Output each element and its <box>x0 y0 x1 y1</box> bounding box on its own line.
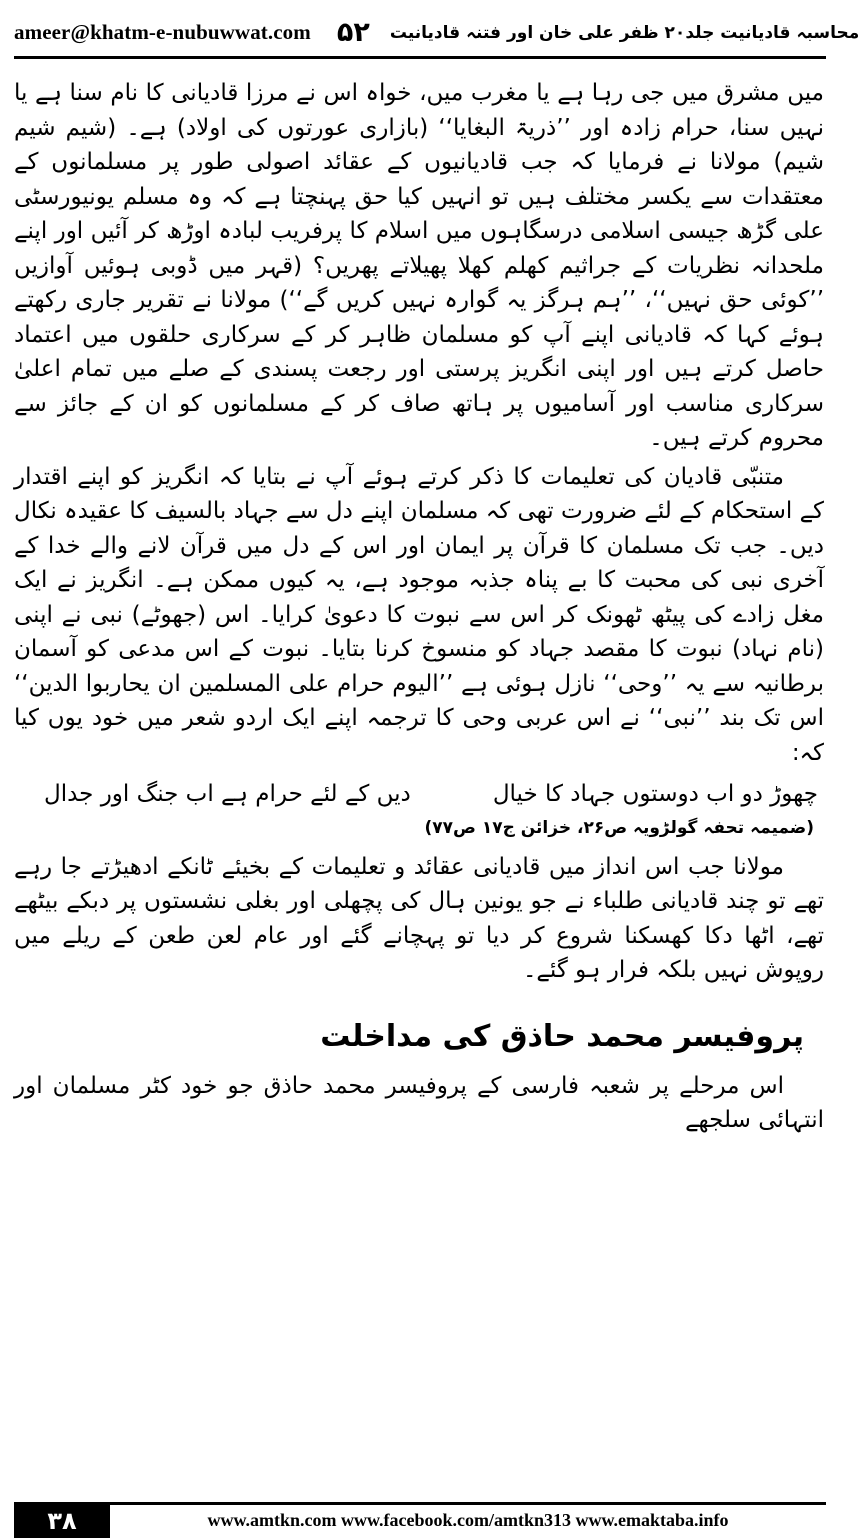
verse-couplet <box>14 776 824 813</box>
header-divider <box>14 56 826 59</box>
paragraph-4: اس مرحلے پر شعبہ فارسی کے پروفیسر محمد حاذق جو خود کٹر مسلمان اور انتہائی سلجھے <box>14 1072 824 1134</box>
section-heading: پروفیسر محمد حاذق کی مداخلت <box>320 1018 804 1054</box>
header-email: ameer@khatm-e-nubuwwat.com <box>14 19 311 44</box>
page-footer <box>14 1502 826 1536</box>
verse-line-1: چھوڑ دو اب دوستوں جہاد کا خیال <box>492 781 818 807</box>
verse-reference: (ضمیمہ تحفہ گولڑویہ ص۲۶، خزائن ج۱۷ ص۷۷) <box>424 817 814 838</box>
page-body <box>14 76 824 1142</box>
header-book-title: محاسبہ قادیانیت جلد۲۰ ظفر علی خان اور فتنہ قادیانیت <box>389 22 859 43</box>
footer-links: www.amtkn.com www.facebook.com/amtkn313 www.emaktaba.info <box>207 1510 729 1530</box>
footer-page-number: ۳۸ <box>14 1504 110 1538</box>
paragraph-3: مولانا جب اس انداز میں قادیانی عقائد و تعلیمات کے بخیئے ٹانکے ادھیڑتے جا رہے تھے تو چند قادیانی طلباء نے جو یونین ہال کی پچھلی اور بغلی نشستوں پر دبکے بیٹھے تھے، اٹھا دکا کھسکنا شروع کر دیا تو پہچانے گئے اور عام لعن طعن کے ریلے میں روپوش نہیں بلکہ فرار ہو گئے۔ <box>14 853 824 984</box>
verse-line-2: دیں کے لئے حرام ہے اب جنگ اور جدال <box>44 781 411 807</box>
paragraph-2: متنبّی قادیان کی تعلیمات کا ذکر کرتے ہوئے آپ نے بتایا کہ انگریز کو اپنے اقتدار کے استحکام کے لئے ضرورت تھی کہ مسلمان اپنے دل سے جہاد بالسیف کا عقیدہ نکال دیں۔ جب تک مسلمان کا قرآن پر ایمان اور اس کے دل میں قرآن لانے والے خدا کے آخری نبی کی محبت کا بے پناہ جذبہ موجود ہے، یہ کیوں ممکن ہے۔ انگریز نے ایک مغل زادے کی پیٹھ ٹھونک کر اس سے نبوت کا دعویٰ کرایا۔ اس (جھوٹے) نبی نے اپنی (نام نہاد) نبوت کا مقصد جہاد کو منسوخ کرنا بتایا۔ نبوت کے اس مدعی کو آسمان برطانیہ سے یہ ’’وحی‘‘ نازل ہوئی ہے ’’الیوم حرام علی المسلمین ان یحاربوا الدین‘‘ اس تک بند ’’نبی‘‘ نے اس عربی وحی کا ترجمہ اپنے ایک اردو شعر میں خود یوں کیا کہ: <box>14 463 824 766</box>
paragraph-1: میں مشرق میں جی رہا ہے یا مغرب میں، خواہ اس نے مرزا قادیانی کا نام سنا ہے یا نہیں سنا، حرام زادہ اور ’’ذریۃ البغایا‘‘ (بازاری عورتوں کی اولاد) ہے۔ (شیم شیم شیم) مولانا نے فرمایا کہ جب قادیانیوں کے عقائد اصولی طور پر مسلمانوں کے معتقدات سے یکسر مختلف ہیں تو انہیں کیا حق پہنچتا ہے کہ وہ مسلم یونیورسٹی علی گڑھ جیسی اسلامی درسگاہوں میں اسلام کا پرفریب لبادہ اوڑھ کر آئیں اور اپنے ملحدانہ نظریات کے جراثیم کھلم کھلا پھیلاتے پھریں؟ (قہر میں ڈوبی ہوئیں آوازیں ’’کوئی حق نہیں‘‘، ’’ہم ہرگز یہ گوارہ نہیں کریں گے‘‘) مولانا نے تقریر جاری رکھتے ہوئے کہا کہ قادیانی اپنے آپ کو مسلمان ظاہر کر کے سرکاری حلقوں میں اعتماد حاصل کرتے ہیں اور اپنی انگریز پرستی اور رجعت پسندی کے صلے میں تمام اعلیٰ سرکاری مناسب اور آسامیوں پر ہاتھ صاف کر کے مسلمانوں کو ان کے جائز سے محروم کرتے ہیں۔ <box>14 80 824 451</box>
header-page-number: ۵۲ <box>336 16 370 48</box>
page-header <box>14 8 859 56</box>
